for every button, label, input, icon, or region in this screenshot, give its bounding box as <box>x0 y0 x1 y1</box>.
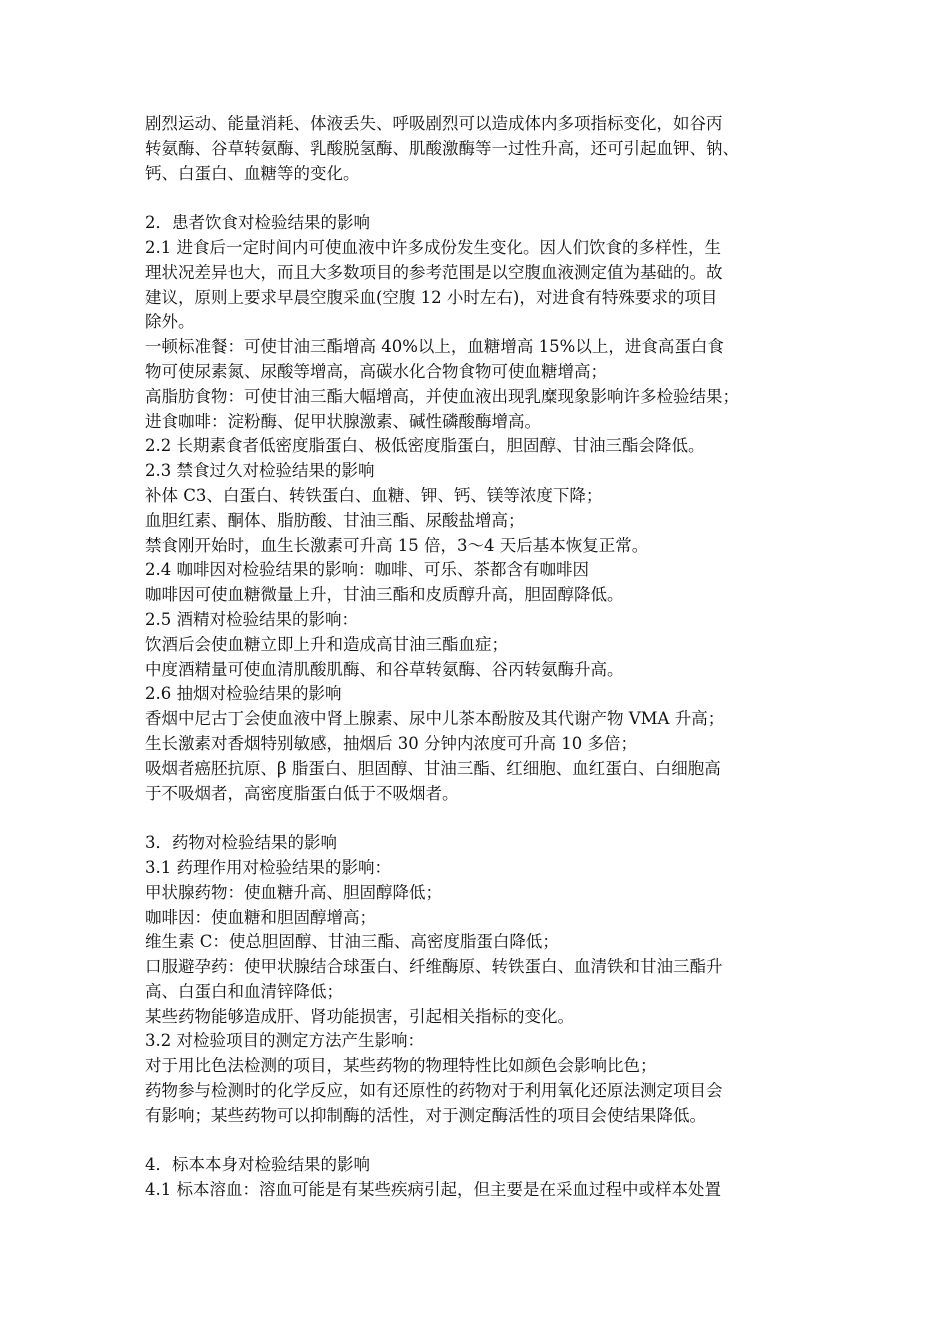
blank-line <box>145 806 810 831</box>
section-heading-3: 3．药物对检验结果的影响 <box>145 833 337 853</box>
paragraph-line: 高、白蛋白和血清锌降低； <box>145 981 343 1001</box>
paragraph-line: 血胆红素、酮体、脂肪酸、甘油三酯、尿酸盐增高； <box>145 510 525 530</box>
paragraph-line: 甲状腺药物：使血糖升高、胆固醇降低； <box>145 882 442 902</box>
paragraph-line: 口服避孕药：使甲状腺结合球蛋白、纤维酶原、转铁蛋白、血清铁和甘油三酯升 <box>145 957 723 977</box>
paragraph-line: 物可使尿素氮、尿酸等增高，高碳水化合物食物可使血糖增高； <box>145 361 607 381</box>
paragraph-line: 2.1 进食后一定时间内可使血液中许多成份发生变化。因人们饮食的多样性，生 <box>145 237 721 257</box>
paragraph-line: 香烟中尼古丁会使血液中肾上腺素、尿中儿茶本酚胺及其代谢产物 VMA 升高； <box>145 709 725 729</box>
paragraph-line: 生长激素对香烟特别敏感，抽烟后 30 分钟内浓度可升高 10 多倍； <box>145 733 637 753</box>
paragraph-line: 补体 C3、白蛋白、转铁蛋白、血糖、钾、钙、镁等浓度下降； <box>145 485 603 505</box>
paragraph-line: 禁食刚开始时，血生长激素可升高 15 倍，3～4 天后基本恢复正常。 <box>145 535 649 555</box>
paragraph-line: 理状况差异也大，而且大多数项目的参考范围是以空腹血液测定值为基础的。故 <box>145 262 723 282</box>
subsection-heading-4-1: 4.1 标本溶血：溶血可能是有某些疾病引起，但主要是在采血过程中或样本处置 <box>145 1180 721 1200</box>
subsection-heading-3-2: 3.2 对检验项目的测定方法产生影响： <box>145 1031 424 1051</box>
paragraph-line: 钙、白蛋白、血糖等的变化。 <box>145 163 360 183</box>
paragraph-line: 中度酒精量可使血清肌酸肌酶、和谷草转氨酶、谷丙转氨酶升高。 <box>145 659 624 679</box>
blank-line <box>145 186 810 211</box>
paragraph-line: 吸烟者癌胚抗原、β 脂蛋白、胆固醇、甘油三酯、红细胞、血红蛋白、白细胞高 <box>145 758 721 778</box>
paragraph-line: 维生素 C：使总胆固醇、甘油三酯、高密度脂蛋白降低； <box>145 932 559 952</box>
paragraph-line: 高脂肪食物：可使甘油三酯大幅增高，并使血液出现乳糜现象影响许多检验结果； <box>145 386 739 406</box>
subsection-heading-3-1: 3.1 药理作用对检验结果的影响： <box>145 857 391 877</box>
paragraph-line: 对于用比色法检测的项目，某些药物的物理特性比如颜色会影响比色； <box>145 1056 657 1076</box>
paragraph-line: 咖啡因：使血糖和胆固醇增高； <box>145 907 376 927</box>
section-heading-2: 2．患者饮食对检验结果的影响 <box>145 213 370 233</box>
subsection-heading-2-2: 2.2 长期素食者低密度脂蛋白、极低密度脂蛋白，胆固醇、甘油三酯会降低。 <box>145 436 705 456</box>
subsection-heading-2-6: 2.6 抽烟对检验结果的影响 <box>145 684 342 704</box>
paragraph-line: 建议，原则上要求早晨空腹采血(空腹 12 小时左右)，对进食有特殊要求的项目 <box>145 287 718 307</box>
paragraph-line: 药物参与检测时的化学反应，如有还原性的药物对于利用氧化还原法测定项目会 <box>145 1081 723 1101</box>
paragraph-line: 一顿标准餐：可使甘油三酯增高 40%以上，血糖增高 15%以上，进食高蛋白食 <box>145 337 724 357</box>
paragraph-line: 某些药物能够造成肝、肾功能损害，引起相关指标的变化。 <box>145 1006 574 1026</box>
subsection-heading-2-5: 2.5 酒精对检验结果的影响： <box>145 609 358 629</box>
blank-line <box>145 1129 810 1154</box>
paragraph-line: 转氨酶、谷草转氨酶、乳酸脱氢酶、肌酸激酶等一过性升高，还可引起血钾、钠、 <box>145 138 739 158</box>
subsection-heading-2-4: 2.4 咖啡因对检验结果的影响：咖啡、可乐、茶都含有咖啡因 <box>145 560 589 580</box>
paragraph-line: 咖啡因可使血糖微量上升，甘油三酯和皮质醇升高，胆固醇降低。 <box>145 585 624 605</box>
paragraph-line: 除外。 <box>145 312 195 332</box>
paragraph-line: 进食咖啡：淀粉酶、促甲状腺激素、碱性磷酸酶增高。 <box>145 411 541 431</box>
paragraph-line: 有影响；某些药物可以抑制酶的活性，对于测定酶活性的项目会使结果降低。 <box>145 1105 706 1125</box>
subsection-heading-2-3: 2.3 禁食过久对检验结果的影响 <box>145 461 375 481</box>
document-body <box>145 112 810 1203</box>
paragraph-line: 于不吸烟者，高密度脂蛋白低于不吸烟者。 <box>145 783 459 803</box>
paragraph-line: 饮酒后会使血糖立即上升和造成高甘油三酯血症； <box>145 634 508 654</box>
section-heading-4: 4．标本本身对检验结果的影响 <box>145 1155 370 1175</box>
paragraph-line: 剧烈运动、能量消耗、体液丢失、呼吸剧烈可以造成体内多项指标变化，如谷丙 <box>145 114 723 133</box>
